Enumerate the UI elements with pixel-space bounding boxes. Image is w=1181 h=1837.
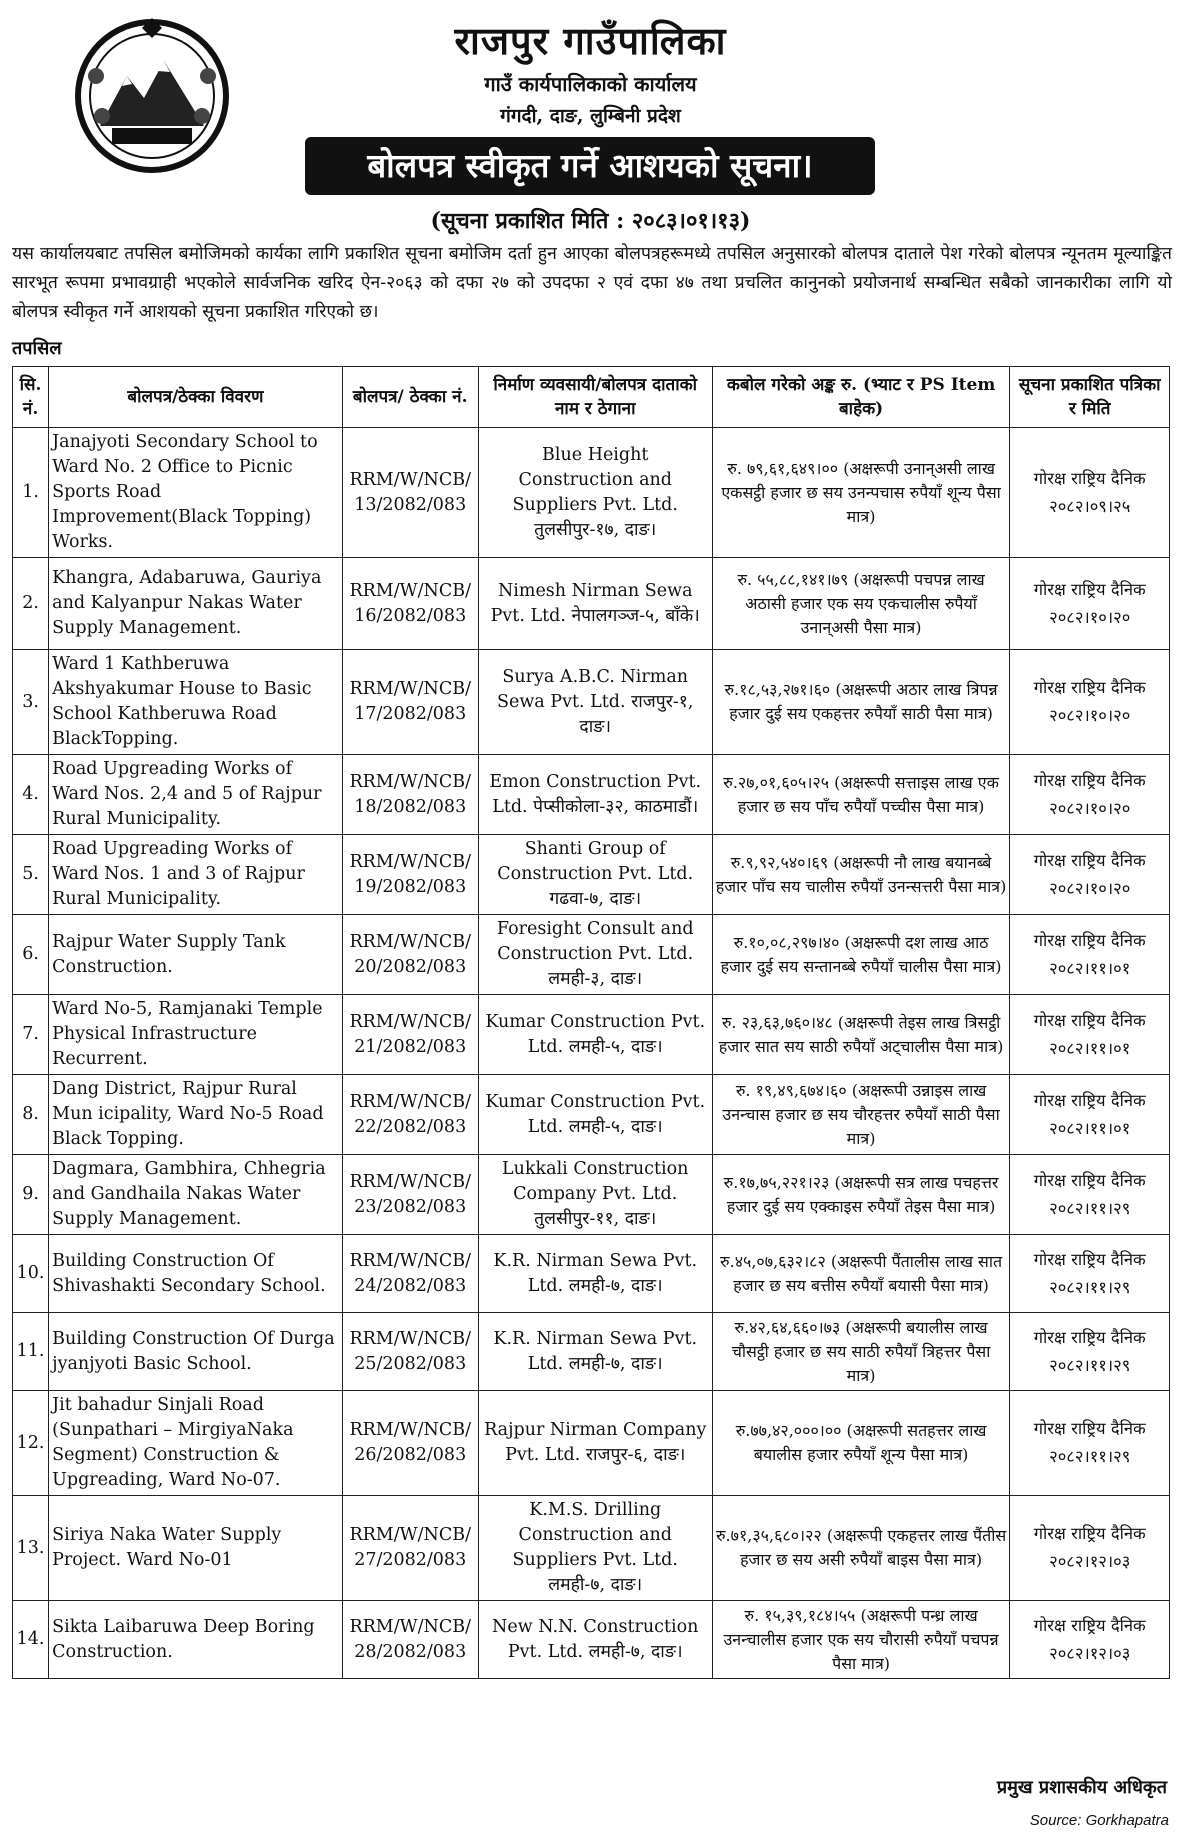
- row-amount: रु. २३,६३,७६०।४८ (अक्षरूपी तेइस लाख त्रिसट्ठी हजार सात सय साठी रुपैयाँ अट्चालीस पैसा मात्र): [712, 995, 1010, 1075]
- row-bid-number: RRM/W/NCB/ 22/2082/083: [342, 1075, 478, 1155]
- row-publication: गोरक्ष राष्ट्रिय दैनिक २०८२।१०।२०: [1010, 755, 1170, 835]
- row-publication: गोरक्ष राष्ट्रिय दैनिक २०८२।११।०१: [1010, 1075, 1170, 1155]
- row-description: Road Upgreading Works of Ward Nos. 2,4 and 5 of Rajpur Rural Municipality.: [49, 755, 343, 835]
- row-bid-number: RRM/W/NCB/ 26/2082/083: [342, 1391, 478, 1496]
- row-description: Ward 1 Kathberuwa Akshyakumar House to Basic School Kathberuwa Road BlackTopping.: [49, 650, 343, 755]
- row-amount: रु.७१,३५,६८०।२२ (अक्षरूपी एकहत्तर लाख पैंतीस हजार छ सय असी रुपैयाँ बाइस पैसा मात्र): [712, 1496, 1010, 1601]
- org-location: गंगदी, दाङ, लुम्बिनी प्रदेश: [500, 105, 681, 127]
- row-sn: 14.: [13, 1601, 49, 1679]
- header-sn: सि. नं.: [13, 367, 49, 428]
- row-bid-number: RRM/W/NCB/ 17/2082/083: [342, 650, 478, 755]
- row-description: Building Construction Of Shivashakti Secondary School.: [49, 1235, 343, 1313]
- row-description: Siriya Naka Water Supply Project. Ward No-01: [49, 1496, 343, 1601]
- row-sn: 13.: [13, 1496, 49, 1601]
- table-header-row: [13, 367, 1170, 428]
- table-row: [13, 1601, 1170, 1679]
- row-publication: गोरक्ष राष्ट्रिय दैनिक २०८२।१०।२०: [1010, 650, 1170, 755]
- row-publication: गोरक्ष राष्ट्रिय दैनिक २०८२।११।०१: [1010, 915, 1170, 995]
- row-bid-number: RRM/W/NCB/ 24/2082/083: [342, 1235, 478, 1313]
- table-row: [13, 1496, 1170, 1601]
- row-bid-number: RRM/W/NCB/ 23/2082/083: [342, 1155, 478, 1235]
- table-row: [13, 428, 1170, 558]
- table-row: [13, 1313, 1170, 1391]
- table-row: [13, 1235, 1170, 1313]
- row-description: Road Upgreading Works of Ward Nos. 1 and 3 of Rajpur Rural Municipality.: [49, 835, 343, 915]
- row-sn: 12.: [13, 1391, 49, 1496]
- header-description: बोलपत्र/ठेक्का विवरण: [49, 367, 343, 428]
- header-amount: कबोल गरेको अङ्क रु. (भ्याट र PS Item बाहेक): [712, 367, 1010, 428]
- row-publication: गोरक्ष राष्ट्रिय दैनिक २०८२।१०।२०: [1010, 835, 1170, 915]
- row-sn: 2.: [13, 558, 49, 650]
- row-contractor: K.R. Nirman Sewa Pvt. Ltd. लमही-७, दाङ।: [478, 1235, 712, 1313]
- row-sn: 10.: [13, 1235, 49, 1313]
- row-contractor: Rajpur Nirman Company Pvt. Ltd. राजपुर-६, दाङ।: [478, 1391, 712, 1496]
- table-row: [13, 995, 1170, 1075]
- row-amount: रु.४२,६४,६६०।७३ (अक्षरूपी बयालीस लाख चौसट्ठी हजार छ सय साठी रुपैयाँ त्रिहत्तर पैसा मात्र): [712, 1313, 1010, 1391]
- row-publication: गोरक्ष राष्ट्रिय दैनिक २०८२।१२।०३: [1010, 1496, 1170, 1601]
- row-amount: रु. ५५,८८,१४१।७९ (अक्षरूपी पचपन्न लाख अठासी हजार एक सय एकचालीस रुपैयाँ उनान्असी पैसा मात्र): [712, 558, 1010, 650]
- row-publication: गोरक्ष राष्ट्रिय दैनिक २०८२।११।२९: [1010, 1391, 1170, 1496]
- row-contractor: Nimesh Nirman Sewa Pvt. Ltd. नेपालगञ्ज-५, बाँके।: [478, 558, 712, 650]
- row-contractor: New N.N. Construction Pvt. Ltd. लमही-७, दाङ।: [478, 1601, 712, 1679]
- bid-table: [12, 366, 1170, 1679]
- row-description: Khangra, Adabaruwa, Gauriya and Kalyanpur Nakas Water Supply Management.: [49, 558, 343, 650]
- row-contractor: K.R. Nirman Sewa Pvt. Ltd. लमही-७, दाङ।: [478, 1313, 712, 1391]
- row-contractor: K.M.S. Drilling Construction and Suppliers Pvt. Ltd. लमही-७, दाङ।: [478, 1496, 712, 1601]
- row-amount: रु.२७,०१,६०५।२५ (अक्षरूपी सत्ताइस लाख एक हजार छ सय पाँच रुपैयाँ पच्चीस पैसा मात्र): [712, 755, 1010, 835]
- row-amount: रु. १५,३९,१८४।५५ (अक्षरूपी पन्ध्र लाख उनन्चालीस हजार एक सय चौरासी रुपैयाँ पचपन्न पैसा मात्र): [712, 1601, 1010, 1679]
- source-credit: Source: Gorkhapatra: [1029, 1812, 1169, 1829]
- row-contractor: Surya A.B.C. Nirman Sewa Pvt. Ltd. राजपुर-१, दाङ।: [478, 650, 712, 755]
- signatory: प्रमुख प्रशासकीय अधिकृत: [996, 1777, 1167, 1798]
- row-amount: रु. १९,४९,६७४।६० (अक्षरूपी उन्नाइस लाख उनन्चास हजार छ सय चौरहत्तर रुपैयाँ साठी पैसा मात्र): [712, 1075, 1010, 1155]
- row-contractor: Kumar Construction Pvt. Ltd. लमही-५, दाङ।: [478, 995, 712, 1075]
- row-publication: गोरक्ष राष्ट्रिय दैनिक २०८२।११।२९: [1010, 1313, 1170, 1391]
- org-office: गाउँ कार्यपालिकाको कार्यालय: [484, 72, 697, 96]
- row-sn: 3.: [13, 650, 49, 755]
- row-bid-number: RRM/W/NCB/ 25/2082/083: [342, 1313, 478, 1391]
- row-contractor: Kumar Construction Pvt. Ltd. लमही-५, दाङ।: [478, 1075, 712, 1155]
- row-bid-number: RRM/W/NCB/ 21/2082/083: [342, 995, 478, 1075]
- row-amount: रु. ७९,६१,६४९।०० (अक्षरूपी उनान्असी लाख एकसट्ठी हजार छ सय उनन्पचास रुपैयाँ शून्य पैसा मात्र): [712, 428, 1010, 558]
- row-bid-number: RRM/W/NCB/ 27/2082/083: [342, 1496, 478, 1601]
- row-bid-number: RRM/W/NCB/ 13/2082/083: [342, 428, 478, 558]
- table-row: [13, 1391, 1170, 1496]
- row-sn: 11.: [13, 1313, 49, 1391]
- row-bid-number: RRM/W/NCB/ 16/2082/083: [342, 558, 478, 650]
- row-description: Ward No-5, Ramjanaki Temple Physical Infrastructure Recurrent.: [49, 995, 343, 1075]
- row-contractor: Blue Height Construction and Suppliers Pvt. Ltd. तुलसीपुर-१७, दाङ।: [478, 428, 712, 558]
- publish-date: (सूचना प्रकाशित मिति : २०८३।०१।१३): [430, 208, 751, 234]
- row-sn: 5.: [13, 835, 49, 915]
- header-contractor: निर्माण व्यवसायी/बोलपत्र दाताको नाम र ठेगाना: [478, 367, 712, 428]
- header-bid-number: बोलपत्र/ ठेक्का नं.: [342, 367, 478, 428]
- row-description: Janajyoti Secondary School to Ward No. 2 Office to Picnic Sports Road Improvement(Black Topping) Works.: [49, 428, 343, 558]
- row-sn: 9.: [13, 1155, 49, 1235]
- table-row: [13, 650, 1170, 755]
- row-amount: रु.१८,५३,२७१।६० (अक्षरूपी अठार लाख त्रिपन्न हजार दुई सय एकहत्तर रुपैयाँ साठी पैसा मात्र): [712, 650, 1010, 755]
- org-name: राजपुर गाउँपालिका: [454, 18, 727, 63]
- row-description: Jit bahadur Sinjali Road (Sunpathari – MirgiyaNaka Segment) Construction & Upgreading, Ward No-07.: [49, 1391, 343, 1496]
- row-description: Building Construction Of Durga jyanjyoti Basic School.: [49, 1313, 343, 1391]
- row-sn: 7.: [13, 995, 49, 1075]
- notice-title: बोलपत्र स्वीकृत गर्ने आशयको सूचना।: [305, 137, 875, 195]
- table-row: [13, 915, 1170, 995]
- row-amount: रु.४५,०७,६३२।८२ (अक्षरूपी पैंतालीस लाख सात हजार छ सय बत्तीस रुपैयाँ बयासी पैसा मात्र): [712, 1235, 1010, 1313]
- row-sn: 4.: [13, 755, 49, 835]
- table-row: [13, 835, 1170, 915]
- row-publication: गोरक्ष राष्ट्रिय दैनिक २०८२।११।०१: [1010, 995, 1170, 1075]
- tapsil-label: तपसिल: [12, 338, 62, 359]
- row-contractor: Emon Construction Pvt. Ltd. पेप्सीकोला-३२, काठमाडौं।: [478, 755, 712, 835]
- row-contractor: Shanti Group of Construction Pvt. Ltd. गढवा-७, दाङ।: [478, 835, 712, 915]
- row-bid-number: RRM/W/NCB/ 19/2082/083: [342, 835, 478, 915]
- row-amount: रु.१७,७५,२२१।२३ (अक्षरूपी सत्र लाख पचहत्तर हजार दुई सय एक्काइस रुपैयाँ तेइस पैसा मात्र): [712, 1155, 1010, 1235]
- row-description: Dang District, Rajpur Rural Mun icipality, Ward No-5 Road Black Topping.: [49, 1075, 343, 1155]
- intro-paragraph: यस कार्यालयबाट तपसिल बमोजिमको कार्यका लागि प्रकाशित सूचना बमोजिम दर्ता हुन आएका बोलपत्रहरूमध्ये तपसिल अनुसारको बोलपत्र दाताले पेश गरेको बोलपत्र न्यूनतम मूल्याङ्कित सारभूत रूपमा प्रभावग्राही भएकोले सार्वजनिक खरिद ऐन-२०६३ को दफा २७ को उपदफा २ एवं दफा ४७ तथा प्रचलित कानुनको प्रयोजनार्थ सम्बन्धित सबैको जानकारीका लागि यो बोलपत्र स्वीकृत गर्ने आशयको सूचना प्रकाशित गरिएको छ।: [12, 244, 1172, 322]
- table-row: [13, 1075, 1170, 1155]
- row-publication: गोरक्ष राष्ट्रिय दैनिक २०८२।११।२९: [1010, 1235, 1170, 1313]
- row-description: Rajpur Water Supply Tank Construction.: [49, 915, 343, 995]
- header-publication: सूचना प्रकाशित पत्रिका र मिति: [1010, 367, 1170, 428]
- row-publication: गोरक्ष राष्ट्रिय दैनिक २०८२।१०।२०: [1010, 558, 1170, 650]
- row-contractor: Foresight Consult and Construction Pvt. Ltd. लमही-३, दाङ।: [478, 915, 712, 995]
- notice-header: [0, 0, 1181, 210]
- row-description: Dagmara, Gambhira, Chhegria and Gandhaila Nakas Water Supply Management.: [49, 1155, 343, 1235]
- row-publication: गोरक्ष राष्ट्रिय दैनिक २०८२।११।२९: [1010, 1155, 1170, 1235]
- row-contractor: Lukkali Construction Company Pvt. Ltd. तुलसीपुर-११, दाङ।: [478, 1155, 712, 1235]
- row-sn: 8.: [13, 1075, 49, 1155]
- row-amount: रु.७७,४२,०००।०० (अक्षरूपी सतहत्तर लाख बयालीस हजार रुपैयाँ शून्य पैसा मात्र): [712, 1391, 1010, 1496]
- row-publication: गोरक्ष राष्ट्रिय दैनिक २०८२।१२।०३: [1010, 1601, 1170, 1679]
- table-row: [13, 1155, 1170, 1235]
- row-sn: 6.: [13, 915, 49, 995]
- row-publication: गोरक्ष राष्ट्रिय दैनिक २०८२।०९।२५: [1010, 428, 1170, 558]
- row-amount: रु.९,९२,५४०।६९ (अक्षरूपी नौ लाख बयानब्बे हजार पाँच सय चालीस रुपैयाँ उनन्सत्तरी पैसा मात्र): [712, 835, 1010, 915]
- table-row: [13, 558, 1170, 650]
- row-bid-number: RRM/W/NCB/ 20/2082/083: [342, 915, 478, 995]
- row-sn: 1.: [13, 428, 49, 558]
- row-description: Sikta Laibaruwa Deep Boring Construction.: [49, 1601, 343, 1679]
- table-row: [13, 755, 1170, 835]
- row-bid-number: RRM/W/NCB/ 28/2082/083: [342, 1601, 478, 1679]
- row-amount: रु.१०,०८,२९७।४० (अक्षरूपी दश लाख आठ हजार दुई सय सन्तानब्बे रुपैयाँ चालीस पैसा मात्र): [712, 915, 1010, 995]
- row-bid-number: RRM/W/NCB/ 18/2082/083: [342, 755, 478, 835]
